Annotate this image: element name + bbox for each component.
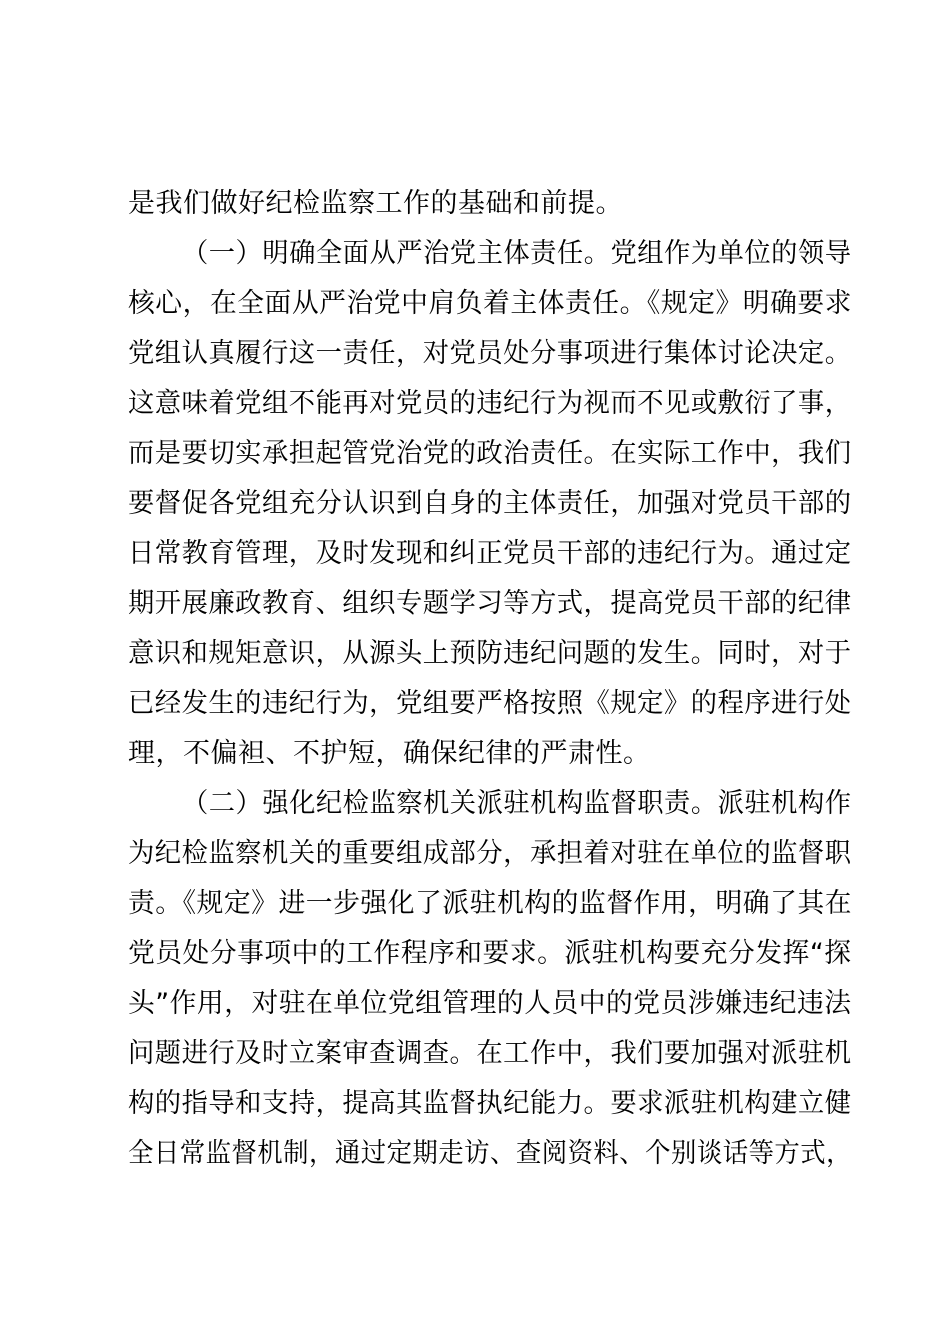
paragraph-line: 理，不偏袒、不护短，确保纪律的严肃性。 — [128, 738, 651, 769]
paragraph-line: 核心，在全面从严治党中肩负着主体责任。《规定》明确要求 — [128, 288, 852, 319]
paragraph-line: 构的指导和支持，提高其监督执纪能力。要求派驻机构建立健 — [128, 1088, 852, 1119]
paragraph-line: 意识和规矩意识，从源头上预防违纪问题的发生。同时，对于 — [128, 638, 852, 669]
paragraph-line: 为纪检监察机关的重要组成部分，承担着对驻在单位的监督职 — [128, 838, 852, 869]
paragraph-line: 责。《规定》进一步强化了派驻机构的监督作用，明确了其在 — [128, 888, 852, 919]
paragraph-line: 期开展廉政教育、组织专题学习等方式，提高党员干部的纪律 — [128, 588, 852, 619]
paragraph-line: 而是要切实承担起管党治党的政治责任。在实际工作中，我们 — [128, 438, 852, 469]
paragraph-line: 要督促各党组充分认识到自身的主体责任，加强对党员干部的 — [128, 488, 852, 519]
paragraph-line: 全日常监督机制，通过定期走访、查阅资料、个别谈话等方式， — [128, 1138, 852, 1169]
paragraph-line: 党组认真履行这一责任，对党员处分事项进行集体讨论决定。 — [128, 338, 852, 369]
paragraph-line: 头”作用，对驻在单位党组管理的人员中的党员涉嫌违纪违法 — [128, 988, 852, 1019]
paragraph-line: 这意味着党组不能再对党员的违纪行为视而不见或敷衍了事， — [128, 388, 852, 419]
paragraph-line: 问题进行及时立案审查调查。在工作中，我们要加强对派驻机 — [128, 1038, 852, 1069]
paragraph-line: 已经发生的违纪行为，党组要严格按照《规定》的程序进行处 — [128, 688, 852, 719]
paragraph-line: 是我们做好纪检监察工作的基础和前提。 — [128, 188, 623, 219]
paragraph-line: 党员处分事项中的工作程序和要求。派驻机构要充分发挥“探 — [128, 938, 852, 969]
section-1-heading-line: （一）明确全面从严治党主体责任。党组作为单位的领导 — [182, 238, 852, 269]
section-2-heading-line: （二）强化纪检监察机关派驻机构监督职责。派驻机构作 — [182, 788, 852, 819]
paragraph-line: 日常教育管理，及时发现和纠正党员干部的违纪行为。通过定 — [128, 538, 852, 569]
